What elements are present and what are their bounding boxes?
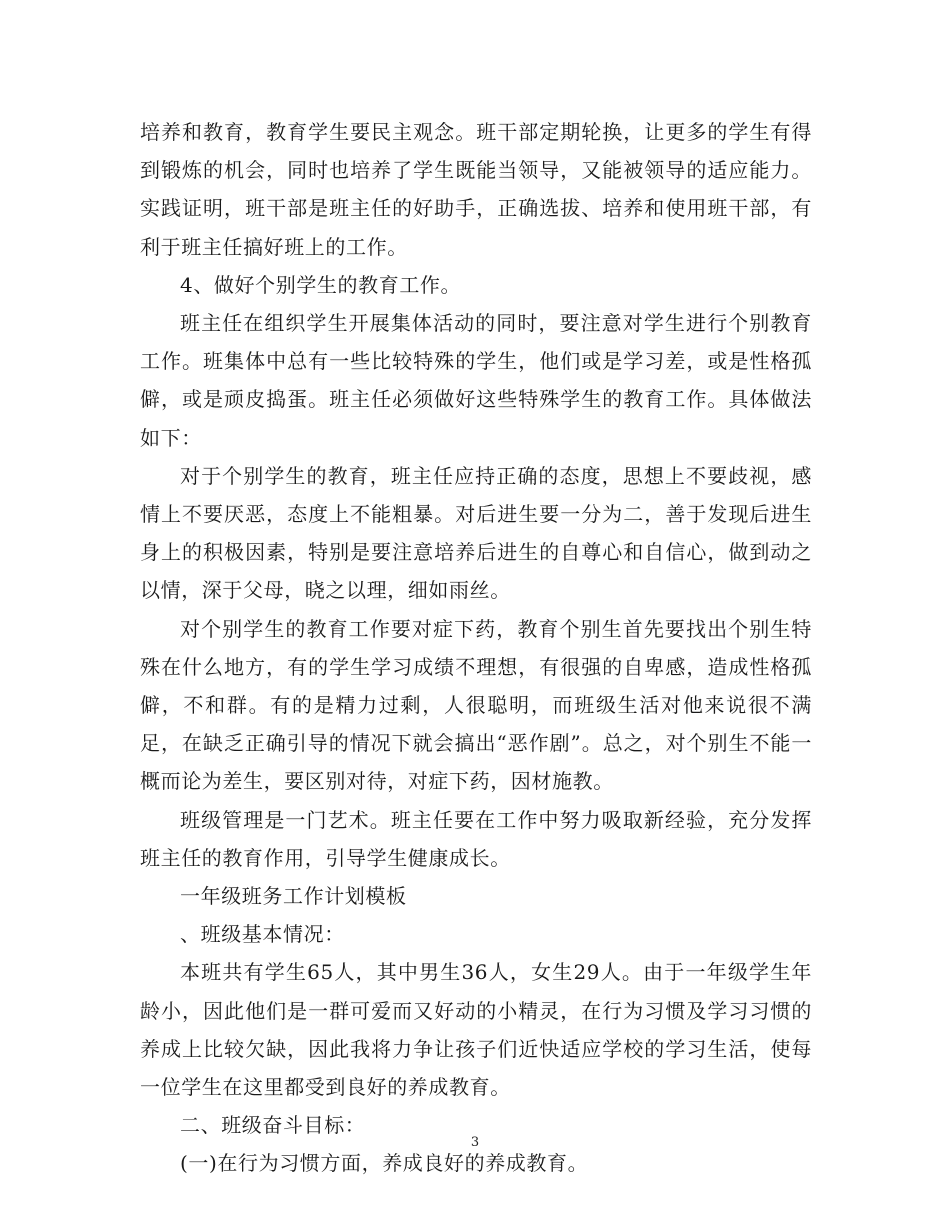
document-subtitle: 一年级班务工作计划模板	[180, 884, 407, 909]
document-body	[140, 113, 812, 1183]
section-heading-class-info: 、班级基本情况：	[180, 922, 345, 947]
paragraph: 对于个别学生的教育，班主任应持正确的态度，思想上不要歧视，感情上不要厌恶，态度上不能粗暴。对后进生要一分为二，善于发现后进生身上的积极因素，特别是要注意培养后进生的自尊心和自信心，做到动之以情，深于父母，晓之以理，细如雨丝。	[140, 463, 812, 603]
paragraph: 班级管理是一门艺术。班主任要在工作中努力吸取新经验，充分发挥班主任的教育作用，引导学生健康成长。	[140, 807, 812, 870]
paragraph: 对个别学生的教育工作要对症下药，教育个别生首先要找出个别生特殊在什么地方，有的学生学习成绩不理想，有很强的自卑感，造成性格孤僻，不和群。有的是精力过剩，人很聪明，而班级生活对他来说很不满足，在缺乏正确引导的情况下就会搞出“恶作剧”。总之，对个别生不能一概而论为差生，要区别对待，对症下药，因材施教。	[140, 616, 812, 794]
paragraph: 本班共有学生65人，其中男生36人，女生29人。由于一年级学生年龄小，因此他们是一群可爱而又好动的小精灵，在行为习惯及学习习惯的养成上比较欠缺，因此我将力争让孩子们近快适应学校的学习生活，使每一位学生在这里都受到良好的养成教育。	[140, 960, 812, 1100]
section-heading-individual-education: 4、做好个别学生的教育工作。	[180, 272, 462, 297]
page-number: 3	[470, 1135, 480, 1150]
paragraph-continuation: 培养和教育，教育学生要民主观念。班干部定期轮换，让更多的学生有得到锻炼的机会，同时也培养了学生既能当领导，又能被领导的适应能力。实践证明，班干部是班主任的好助手，正确选拔、培养和使用班干部，有利于班主任搞好班上的工作。	[140, 120, 812, 259]
section-heading-class-goals: 二、班级奋斗目标：	[180, 1113, 366, 1138]
paragraph: 班主任在组织学生开展集体活动的同时，要注意对学生进行个别教育工作。班集体中总有一些比较特殊的学生，他们或是学习差，或是性格孤僻，或是顽皮捣蛋。班主任必须做好这些特殊学生的教育工作。具体做法如下：	[140, 311, 812, 450]
subsection-heading-behavior: (一)在行为习惯方面，养成良好的养成教育。	[180, 1151, 589, 1176]
